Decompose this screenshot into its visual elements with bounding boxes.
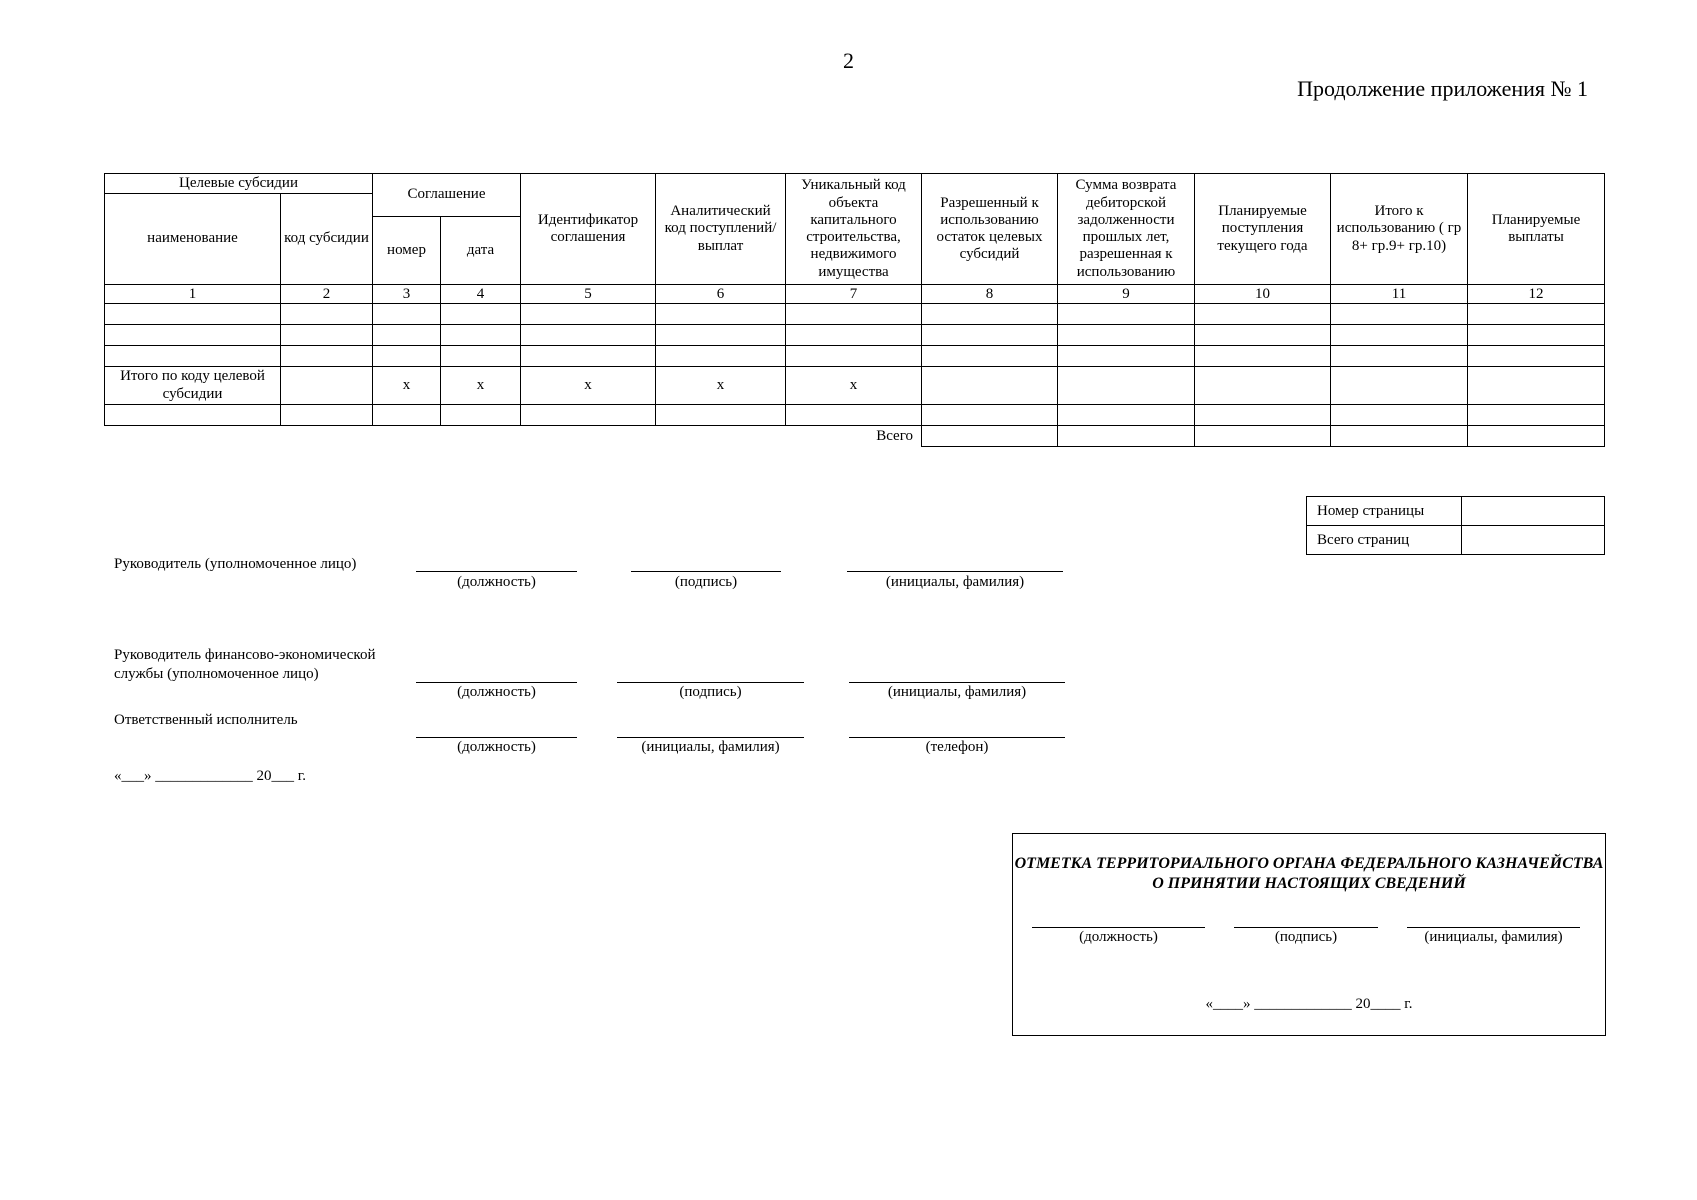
stamp-initials-caption: (инициалы, фамилия)	[1424, 929, 1563, 945]
column-number: 5	[521, 285, 656, 304]
finance-initials-caption: (инициалы, фамилия)	[887, 684, 1027, 700]
finance-initials-line	[849, 682, 1065, 683]
treasury-stamp-box	[1012, 833, 1606, 1036]
column-number: 9	[1058, 285, 1195, 304]
header-planned-payments: Планируемые выплаты	[1468, 174, 1605, 285]
x-mark: x	[441, 367, 521, 405]
executor-initials-line	[617, 737, 804, 738]
executor-phone-line	[849, 737, 1065, 738]
head-signature-caption: (подпись)	[674, 574, 738, 590]
stamp-date-line: «____» _____________ 20____ г.	[1205, 996, 1413, 1012]
table-row	[105, 304, 1605, 325]
header-total-use: Итого к использованию ( гр 8+ гр.9+ гр.10)	[1331, 174, 1468, 285]
page-number-label: Номер страницы	[1307, 497, 1462, 526]
column-number: 12	[1468, 285, 1605, 304]
subsidy-table	[104, 173, 1605, 447]
executor-position-line	[416, 737, 577, 738]
header-agreement: Соглашение	[373, 174, 521, 217]
stamp-initials-line	[1407, 927, 1580, 928]
x-mark: x	[521, 367, 656, 405]
pages-box	[1306, 496, 1605, 555]
grand-total-label: Всего	[876, 427, 913, 444]
header-planned-receipts: Планируемые поступления текущего года	[1195, 174, 1331, 285]
column-number: 10	[1195, 285, 1331, 304]
header-name: наименование	[105, 194, 281, 285]
executor-position-caption: (должность)	[457, 739, 536, 755]
total-pages-label: Всего страниц	[1307, 526, 1462, 555]
head-position-caption: (должность)	[457, 574, 536, 590]
column-number: 7	[786, 285, 922, 304]
executor-initials-caption: (инициалы, фамилия)	[641, 739, 780, 755]
finance-signature-caption: (подпись)	[679, 684, 742, 700]
table-row	[105, 325, 1605, 346]
column-number: 4	[441, 285, 521, 304]
header-subsidy-code: код субсидии	[281, 194, 373, 285]
stamp-signature-caption: (подпись)	[1274, 929, 1338, 945]
stamp-signature-line	[1234, 927, 1378, 928]
column-number: 8	[922, 285, 1058, 304]
header-allowed-balance: Разрешенный к использованию остаток целевых субсидий	[922, 174, 1058, 285]
table-row	[105, 405, 1605, 426]
header-unique-code: Уникальный код объекта капитального строительства, недвижимого имущества	[786, 174, 922, 285]
head-initials-caption: (инициалы, фамилия)	[885, 574, 1025, 590]
x-mark: x	[786, 367, 922, 405]
header-number: номер	[373, 217, 441, 285]
appendix-subtitle: Продолжение приложения № 1	[1297, 76, 1588, 101]
column-number: 11	[1331, 285, 1468, 304]
header-target-subsidies: Целевые субсидии	[105, 174, 373, 194]
table-row	[105, 346, 1605, 367]
column-number: 1	[105, 285, 281, 304]
header-agreement-id: Идентификатор соглашения	[521, 174, 656, 285]
head-label: Руководитель (уполномоченное лицо)	[114, 556, 357, 572]
executor-phone-caption: (телефон)	[925, 739, 989, 755]
finance-head-label: Руководитель финансово-экономической службы (уполномоченное лицо)	[114, 647, 376, 682]
page-number-field	[1462, 497, 1605, 526]
executor-label: Ответственный исполнитель	[114, 712, 298, 728]
total-pages-field	[1462, 526, 1605, 555]
header-date: дата	[441, 217, 521, 285]
grand-total-row	[105, 426, 1605, 447]
treasury-stamp-title: ОТМЕТКА ТЕРРИТОРИАЛЬНОГО ОРГАНА ФЕДЕРАЛЬНОГО КАЗНАЧЕЙСТВА О ПРИНЯТИИ НАСТОЯЩИХ СВЕДЕНИЙ	[1014, 855, 1604, 892]
finance-position-caption: (должность)	[457, 684, 536, 700]
finance-signature-line	[617, 682, 804, 683]
column-number: 6	[656, 285, 786, 304]
stamp-position-line	[1032, 927, 1205, 928]
column-numbers-row	[105, 285, 1605, 304]
page-number: 2	[843, 48, 854, 73]
x-mark: x	[373, 367, 441, 405]
date-line: «___» _____________ 20___ г.	[114, 768, 306, 784]
column-number: 2	[281, 285, 373, 304]
subtotal-label: Итого по коду целевой субсидии	[105, 367, 281, 405]
subtotal-row	[105, 367, 1605, 405]
finance-position-line	[416, 682, 577, 683]
head-signature-line	[631, 571, 781, 572]
column-number: 3	[373, 285, 441, 304]
header-receivables-return: Сумма возврата дебиторской задолженности прошлых лет, разрешенная к использованию	[1058, 174, 1195, 285]
head-initials-line	[847, 571, 1063, 572]
head-position-line	[416, 571, 577, 572]
header-analytic-code: Аналитический код поступлений/ выплат	[656, 174, 786, 285]
stamp-position-caption: (должность)	[1079, 929, 1158, 945]
x-mark: x	[656, 367, 786, 405]
